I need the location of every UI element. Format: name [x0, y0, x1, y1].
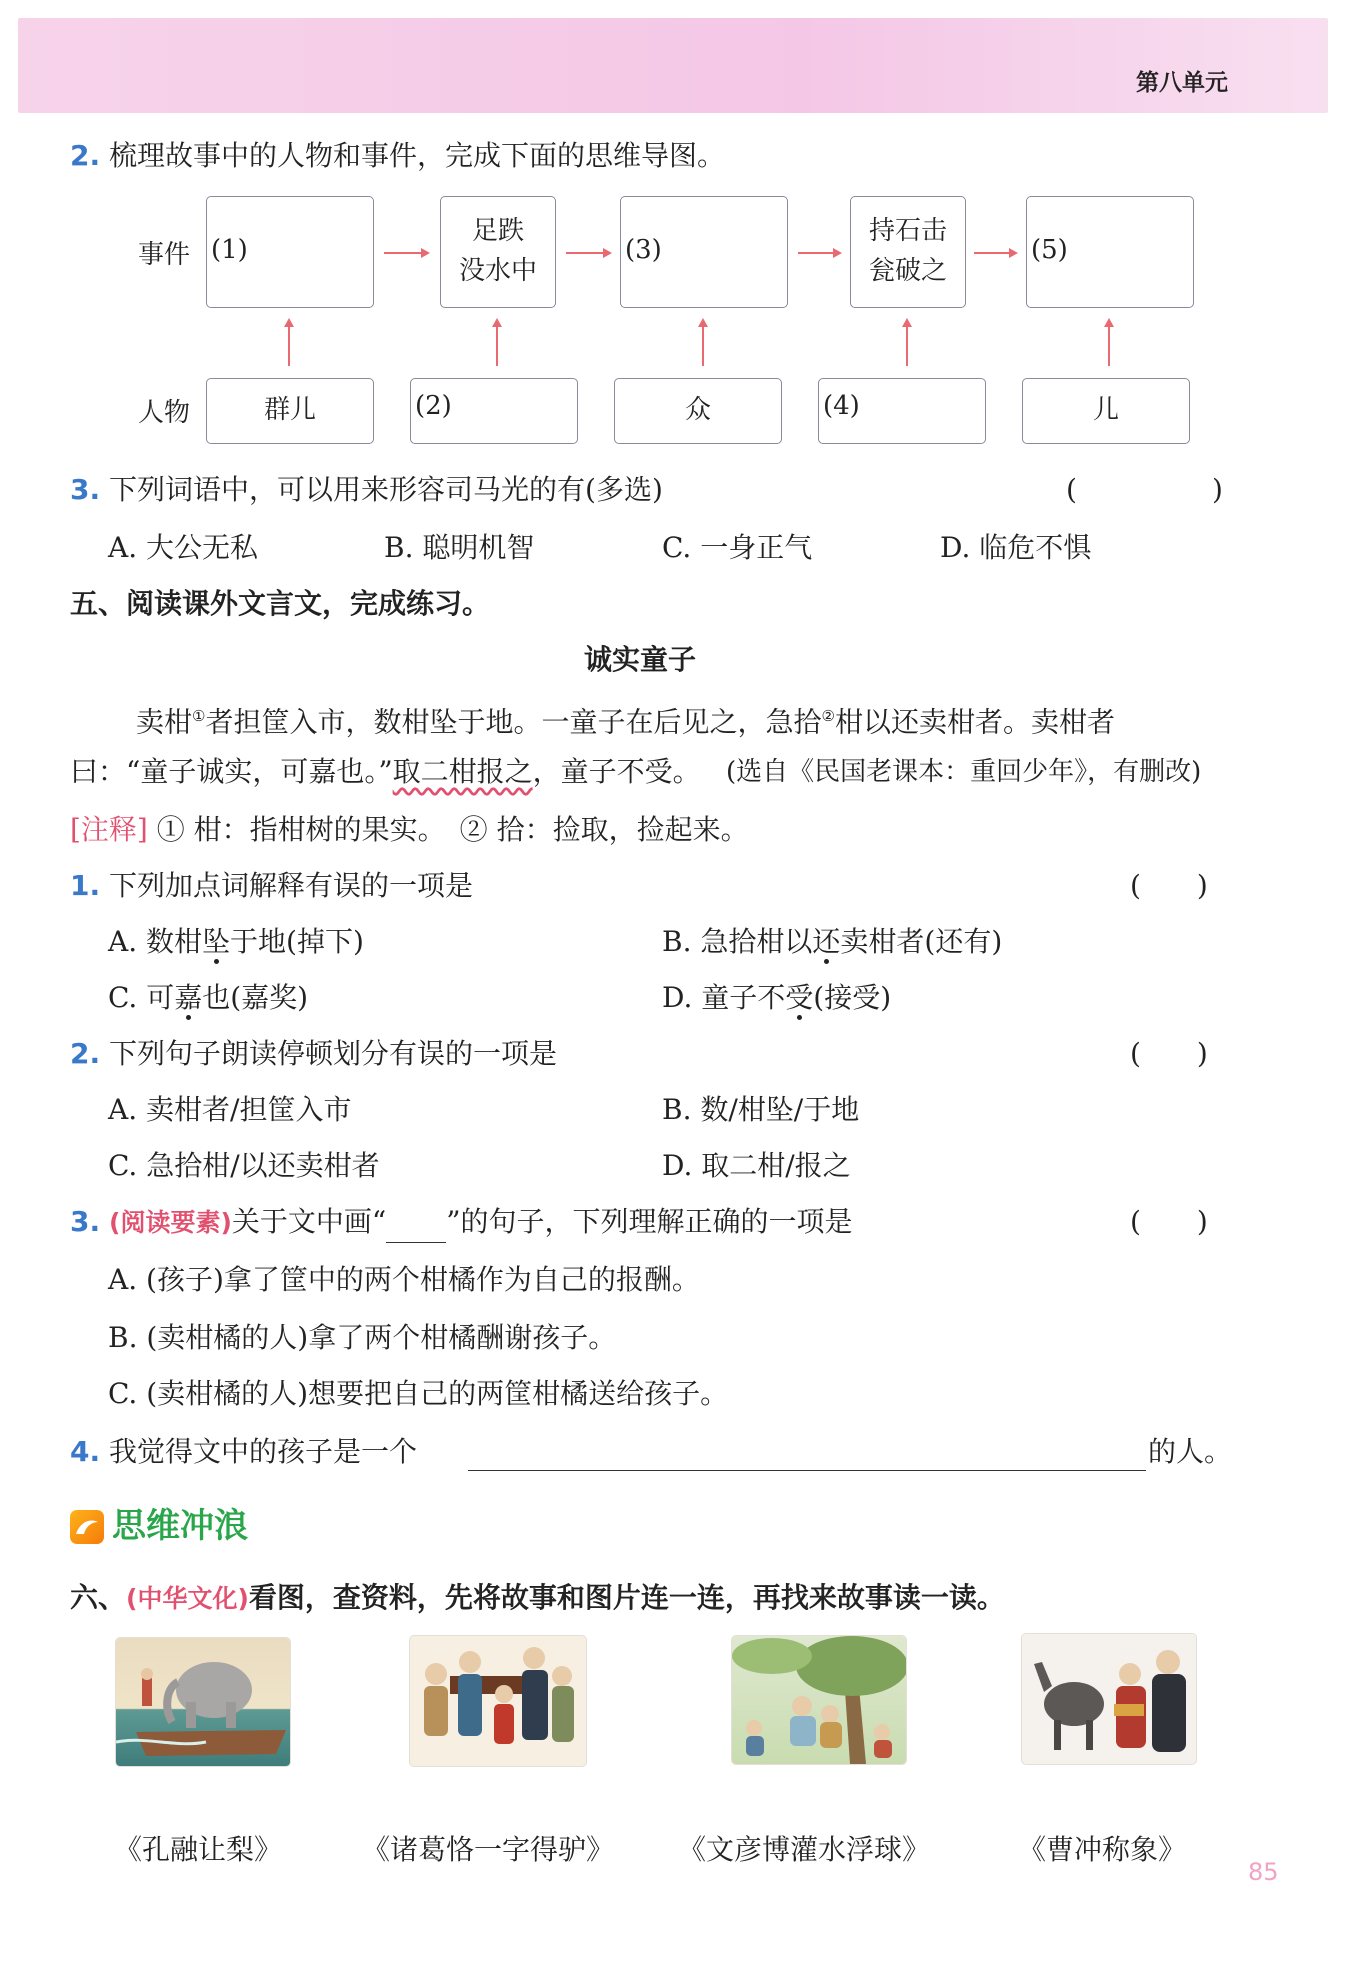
s5-q1-d-dotted: 受 — [785, 981, 814, 1014]
event-box-2-line1: 足跌 — [471, 216, 524, 246]
passage-line1-part-a: 卖柑 — [136, 705, 193, 739]
event-box-2-line2: 没水中 — [458, 256, 537, 286]
q3-option-c[interactable]: C. 一身正气 — [662, 531, 813, 564]
s5-q1-question — [70, 866, 473, 906]
person-box-4-label: (4) — [823, 391, 860, 421]
s5-q1-a-pre: A. 数柑 — [108, 925, 203, 958]
person-row-label: 人物 — [138, 398, 191, 428]
section6-tag: (中华文化) — [126, 1584, 249, 1613]
section5-heading: 五、阅读课外文言文，完成练习。 — [70, 587, 491, 620]
note-mark-1: ① — [192, 707, 206, 725]
person-box-4[interactable] — [818, 378, 986, 444]
s5-q4-suffix: 的人。 — [1148, 1435, 1233, 1468]
zhuge-ke-illustration — [410, 1636, 586, 1766]
picture-zhuge-ke[interactable] — [410, 1636, 586, 1766]
s5-q3-prompt-b: ”的句子，下列理解正确的一项是 — [446, 1205, 853, 1238]
picture-elephant-boat[interactable] — [116, 1638, 290, 1766]
s5-q2-option-b[interactable]: B. 数/柑坠/于地 — [662, 1093, 860, 1126]
section6-prefix: 六、 — [70, 1581, 127, 1614]
q3-answer-paren-left: ( — [1066, 473, 1077, 506]
s5-q4-prompt: 我觉得文中的孩子是一个 — [109, 1435, 418, 1468]
section6-prompt: 看图，查资料，先将故事和图片连一连，再找来故事读一读。 — [248, 1581, 1005, 1614]
event-box-1-label: (1) — [211, 235, 248, 265]
q2-number: 2. — [70, 139, 101, 172]
event-box-4-line1: 持石击 — [868, 216, 947, 246]
q3-number: 3. — [70, 473, 101, 506]
event-box-4 — [850, 196, 966, 308]
header-band — [18, 18, 1328, 113]
arrow-right-1 — [384, 252, 428, 254]
event-box-4-line2: 瓮破之 — [868, 256, 947, 286]
s5-q1-option-c[interactable] — [108, 978, 308, 1018]
s5-q1-number: 1. — [70, 869, 101, 902]
s5-q1-answer-paren[interactable]: ( ) — [1130, 869, 1208, 902]
s5-q2-question — [70, 1034, 557, 1074]
s5-q3-option-c[interactable]: C. (卖柑橘的人)想要把自己的两筐柑橘送给孩子。 — [108, 1377, 729, 1410]
arrow-right-2 — [566, 252, 610, 254]
person-box-3: 众 — [614, 378, 782, 444]
arrow-up-3 — [702, 322, 704, 366]
q3-prompt: 下列词语中，可以用来形容司马光的有(多选) — [109, 473, 663, 506]
person-box-2-label: (2) — [415, 391, 452, 421]
passage-line2-part-a: 曰：“童子诚实，可嘉也。” — [70, 755, 393, 788]
s5-q3-tag: (阅读要素) — [109, 1208, 232, 1237]
s5-q3-prompt-a: 关于文中画“ — [231, 1205, 387, 1238]
person-box-2[interactable] — [410, 378, 578, 444]
s5-q4-number: 4. — [70, 1435, 101, 1468]
s5-q1-option-b[interactable] — [662, 922, 1002, 962]
passage-line1-part-b: 者担筐入市，数柑坠于地。一童子在后见之，急拾 — [205, 705, 822, 739]
s5-q2-prompt: 下列句子朗读停顿划分有误的一项是 — [109, 1037, 558, 1070]
s5-q4-question — [70, 1432, 417, 1472]
s5-q1-a-dotted: 坠 — [202, 925, 231, 958]
notes-text: ① 柑：指柑树的果实。 ② 拾：捡取，捡起来。 — [156, 813, 749, 846]
s5-q3-option-a[interactable]: A. (孩子)拿了筐中的两个柑橘作为自己的报酬。 — [108, 1263, 700, 1296]
arrow-up-2 — [496, 322, 498, 366]
wen-yanbo-illustration — [732, 1636, 906, 1764]
s5-q1-c-post: 也(嘉奖) — [202, 981, 309, 1014]
event-box-5-label: (5) — [1031, 235, 1068, 265]
arrow-right-4 — [974, 252, 1016, 254]
thinking-section-title: 思维冲浪 — [112, 1506, 248, 1546]
event-box-1[interactable] — [206, 196, 374, 308]
caption-zhuge-ke[interactable]: 《诸葛恪一字得驴》 — [362, 1833, 615, 1866]
notes-line — [70, 810, 749, 850]
caption-wen-yanbo[interactable]: 《文彦博灌水浮球》 — [678, 1833, 931, 1866]
s5-q1-d-pre: D. 童子不 — [662, 981, 786, 1014]
s5-q1-prompt: 下列加点词解释有误的一项是 — [109, 869, 474, 902]
s5-q1-b-pre: B. 急拾柑以 — [662, 925, 813, 958]
s5-q2-option-c[interactable]: C. 急拾柑/以还卖柑者 — [108, 1149, 380, 1182]
s5-q2-option-a[interactable]: A. 卖柑者/担筐入市 — [108, 1093, 352, 1126]
note-mark-2: ② — [821, 707, 835, 725]
caption-cao-chong[interactable]: 《曹冲称象》 — [1018, 1833, 1187, 1866]
q3-sima-question — [70, 470, 663, 510]
section6-heading — [70, 1578, 1005, 1619]
wave-icon — [70, 1510, 104, 1544]
s5-q4-answer-line[interactable] — [468, 1436, 1146, 1471]
picture-donkey[interactable] — [1022, 1634, 1196, 1764]
event-box-3-label: (3) — [625, 235, 662, 265]
s5-q1-b-dotted: 还 — [812, 925, 841, 958]
s5-q1-d-post: (接受) — [813, 981, 892, 1014]
person-box-1: 群儿 — [206, 378, 374, 444]
q2-prompt: 梳理故事中的人物和事件，完成下面的思维导图。 — [109, 139, 726, 172]
s5-q3-answer-paren[interactable]: ( ) — [1130, 1205, 1208, 1238]
s5-q1-option-a[interactable] — [108, 922, 364, 962]
caption-kong-rong[interactable]: 《孔融让梨》 — [114, 1833, 283, 1866]
donkey-illustration — [1022, 1634, 1196, 1764]
q3-option-b[interactable]: B. 聪明机智 — [384, 531, 535, 564]
event-row-label: 事件 — [138, 240, 191, 270]
s5-q1-option-d[interactable] — [662, 978, 891, 1018]
s5-q2-answer-paren[interactable]: ( ) — [1130, 1037, 1208, 1070]
q3-option-d[interactable]: D. 临危不惧 — [940, 531, 1092, 564]
picture-wen-yanbo[interactable] — [732, 1636, 906, 1764]
s5-q1-c-pre: C. 可 — [108, 981, 175, 1014]
q2-mindmap-question — [70, 136, 725, 176]
passage-line2-part-b: ，童子不受。 — [532, 755, 701, 788]
passage-line-2 — [70, 752, 701, 792]
arrow-up-1 — [288, 322, 290, 366]
s5-q3-underline-sample — [386, 1212, 446, 1243]
elephant-boat-illustration — [116, 1638, 290, 1766]
event-box-3[interactable] — [620, 196, 788, 308]
s5-q2-option-d[interactable]: D. 取二柑/报之 — [662, 1149, 851, 1182]
q3-option-a[interactable]: A. 大公无私 — [108, 531, 259, 564]
arrow-up-5 — [1108, 322, 1110, 366]
notes-label: [注释] — [70, 813, 148, 846]
event-box-5[interactable] — [1026, 196, 1194, 308]
passage-line1-part-c: 柑以还卖柑者。卖柑者 — [834, 705, 1115, 739]
s5-q1-a-post: 于地(掉下) — [230, 925, 364, 958]
s5-q1-c-dotted: 嘉 — [174, 981, 203, 1014]
page-number: 85 — [1248, 1858, 1279, 1886]
s5-q3-option-b[interactable]: B. (卖柑橘的人)拿了两个柑橘酬谢孩子。 — [108, 1321, 617, 1354]
s5-q2-number: 2. — [70, 1037, 101, 1070]
passage-source: (选自《民国老课本：重回少年》，有删改) — [726, 757, 1202, 787]
wave-icon-svg — [70, 1510, 104, 1544]
unit-label: 第八单元 — [1136, 70, 1228, 96]
passage-line-1 — [136, 696, 1115, 742]
q3-answer-paren-right: ) — [1212, 473, 1223, 506]
s5-q3-number: 3. — [70, 1205, 101, 1238]
passage-title: 诚实童子 — [584, 643, 697, 676]
wavy-underlined-sentence: 取二柑报之 — [392, 755, 533, 788]
event-box-2 — [440, 196, 556, 308]
person-box-5: 儿 — [1022, 378, 1190, 444]
s5-q1-b-post: 卖柑者(还有) — [840, 925, 1003, 958]
s5-q3-question — [70, 1202, 853, 1243]
arrow-right-3 — [798, 252, 840, 254]
arrow-up-4 — [906, 322, 908, 366]
